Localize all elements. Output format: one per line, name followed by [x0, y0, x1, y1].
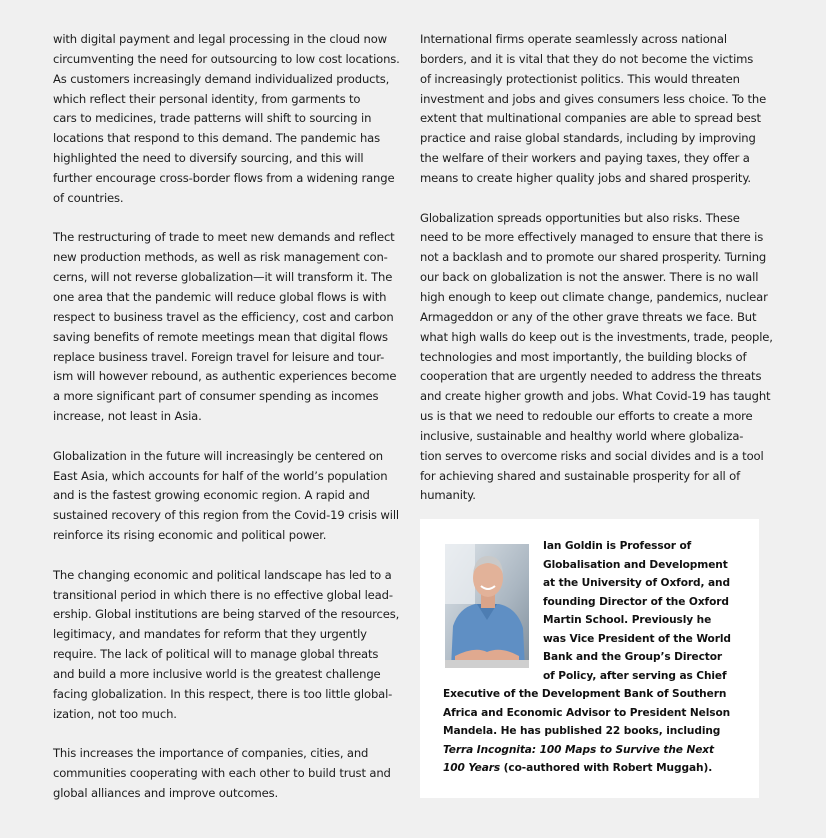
- text-line: Armageddon or any of the other grave threats we face. But: [420, 309, 757, 324]
- text-line: need to be more effectively managed to ensure that there is: [420, 230, 764, 245]
- bio-line: was Vice President of the World: [543, 632, 731, 645]
- paragraph: [53, 30, 398, 209]
- text-line: tion serves to overcome risks and social divides and is a tool: [420, 448, 764, 463]
- paragraph: [420, 209, 773, 507]
- text-line: This increases the importance of companies, cities, and: [53, 746, 369, 761]
- text-line: the welfare of their workers and paying taxes, they offer a: [420, 151, 750, 166]
- paragraph: [53, 447, 398, 546]
- text-line: humanity.: [420, 488, 476, 503]
- bio-line: Globalisation and Development: [543, 558, 728, 571]
- text-line: extent that multinational companies are able to spread best: [420, 111, 761, 126]
- paragraph: [53, 566, 398, 725]
- author-bio-box: [420, 519, 759, 798]
- text-line: not a backlash and to promote our shared prosperity. Turning: [420, 250, 767, 265]
- text-line: means to create higher quality jobs and shared prosperity.: [420, 170, 751, 185]
- text-line: ization, not too much.: [53, 706, 177, 721]
- text-line: circumventing the need for outsourcing to low cost locations.: [53, 51, 400, 66]
- text-line: communities cooperating with each other to build trust and: [53, 766, 391, 781]
- text-line: for achieving shared and sustainable prosperity for all of: [420, 468, 741, 483]
- text-line: Globalization in the future will increasingly be centered on: [53, 448, 384, 463]
- text-line: transitional period in which there is no effective global lead-: [53, 587, 393, 602]
- text-line: sustained recovery of this region from the Covid-19 crisis will: [53, 508, 399, 523]
- bio-line: Bank and the Group’s Director: [543, 651, 723, 663]
- text-line: one area that the pandemic will reduce global flows is with: [53, 289, 387, 304]
- text-line: and is the fastest growing economic region. A rapid and: [53, 488, 370, 503]
- book-title-end: 100 Years: [443, 762, 501, 774]
- bio-line: at the University of Oxford, and: [543, 577, 730, 589]
- bio-last-line: [443, 759, 743, 778]
- text-line: respect to business travel as the efficiency, cost and carbon: [53, 309, 394, 324]
- text-line: East Asia, which accounts for half of the world’s population: [53, 468, 388, 483]
- text-line: high enough to keep out climate change, pandemics, nuclear: [420, 289, 768, 304]
- text-line: replace business travel. Foreign travel for leisure and tour-: [53, 349, 385, 364]
- text-line: International firms operate seamlessly across national: [420, 32, 727, 46]
- text-line: facing globalization. In this respect, there is too little global-: [53, 686, 393, 701]
- text-line: locations that respond to this demand. The pandemic has: [53, 131, 380, 146]
- text-line: increase, not least in Asia.: [53, 409, 202, 424]
- text-line: saving benefits of remote meetings mean that digital flows: [53, 329, 388, 344]
- text-line: As customers increasingly demand individualized products,: [53, 71, 390, 86]
- text-line: a more significant part of consumer spending as incomes: [53, 389, 379, 404]
- paragraph: [53, 228, 398, 426]
- text-line: reinforce its rising economic and political power.: [53, 528, 327, 543]
- text-line: our back on globalization is not the answer. There is no wall: [420, 270, 759, 285]
- bio-line: Martin School. Previously he: [543, 614, 712, 626]
- book-suffix: (co-authored with Robert Muggah).: [500, 762, 713, 774]
- text-line: further encourage cross-border flows from a widening range: [53, 170, 395, 185]
- bio-line: Mandela. He has published 22 books, including: [443, 725, 721, 737]
- text-line: investment and jobs and gives consumers less choice. To the: [420, 91, 767, 106]
- text-line: new production methods, as well as risk management con-: [53, 250, 388, 265]
- text-line: what high walls do keep out is the investments, trade, people,: [420, 329, 773, 344]
- right-column: [420, 30, 773, 526]
- text-line: and build a more inclusive world is the greatest challenge: [53, 667, 381, 681]
- text-line: technologies and most importantly, the building blocks of: [420, 349, 747, 364]
- text-line: global alliances and improve outcomes.: [53, 786, 279, 801]
- bio-line: founding Director of the Oxford: [543, 595, 729, 608]
- left-column: [53, 30, 398, 824]
- text-line: cerns, will not reverse globalization—it will transform it. The: [53, 270, 393, 285]
- text-line: require. The lack of political will to manage global threats: [53, 647, 379, 662]
- text-line: ership. Global institutions are being starved of the resources,: [53, 607, 400, 622]
- author-bio-text: [443, 537, 743, 778]
- text-line: ism will however rebound, as authentic experiences become: [53, 369, 397, 384]
- bio-line: Africa and Economic Advisor to President Nelson: [443, 706, 731, 719]
- text-line: cooperation that are urgently needed to address the threats: [420, 369, 762, 384]
- text-line: of increasingly protectionist politics. This would threaten: [420, 71, 740, 86]
- text-line: practice and raise global standards, including by improving: [420, 131, 756, 146]
- text-line: and create higher growth and jobs. What Covid-19 has taught: [420, 389, 771, 404]
- bio-line: Ian Goldin is Professor of: [543, 540, 692, 552]
- text-line: The changing economic and political landscape has led to a: [53, 567, 392, 582]
- paragraph: [53, 744, 398, 804]
- text-line: with digital payment and legal processing in the cloud now: [53, 32, 387, 46]
- book-title-line: Terra Incognita: 100 Maps to Survive the Next: [443, 743, 715, 756]
- text-line: borders, and it is vital that they do not become the victims: [420, 51, 754, 66]
- bio-line: Executive of the Development Bank of Southern: [443, 688, 727, 700]
- text-line: highlighted the need to diversify sourcing, and this will: [53, 151, 364, 166]
- bio-line: of Policy, after serving as Chief: [543, 669, 727, 682]
- text-line: legitimacy, and mandates for reform that they urgently: [53, 627, 367, 642]
- text-line: of countries.: [53, 190, 124, 205]
- paragraph: [420, 30, 765, 189]
- text-line: The restructuring of trade to meet new demands and reflect: [53, 230, 395, 245]
- text-line: inclusive, sustainable and healthy world where globaliza-: [420, 428, 744, 443]
- text-line: which reflect their personal identity, from garments to: [53, 91, 361, 106]
- text-line: Globalization spreads opportunities but also risks. These: [420, 210, 740, 225]
- text-line: us is that we need to redouble our efforts to create a more: [420, 409, 753, 424]
- text-line: cars to medicines, trade patterns will shift to sourcing in: [53, 111, 372, 126]
